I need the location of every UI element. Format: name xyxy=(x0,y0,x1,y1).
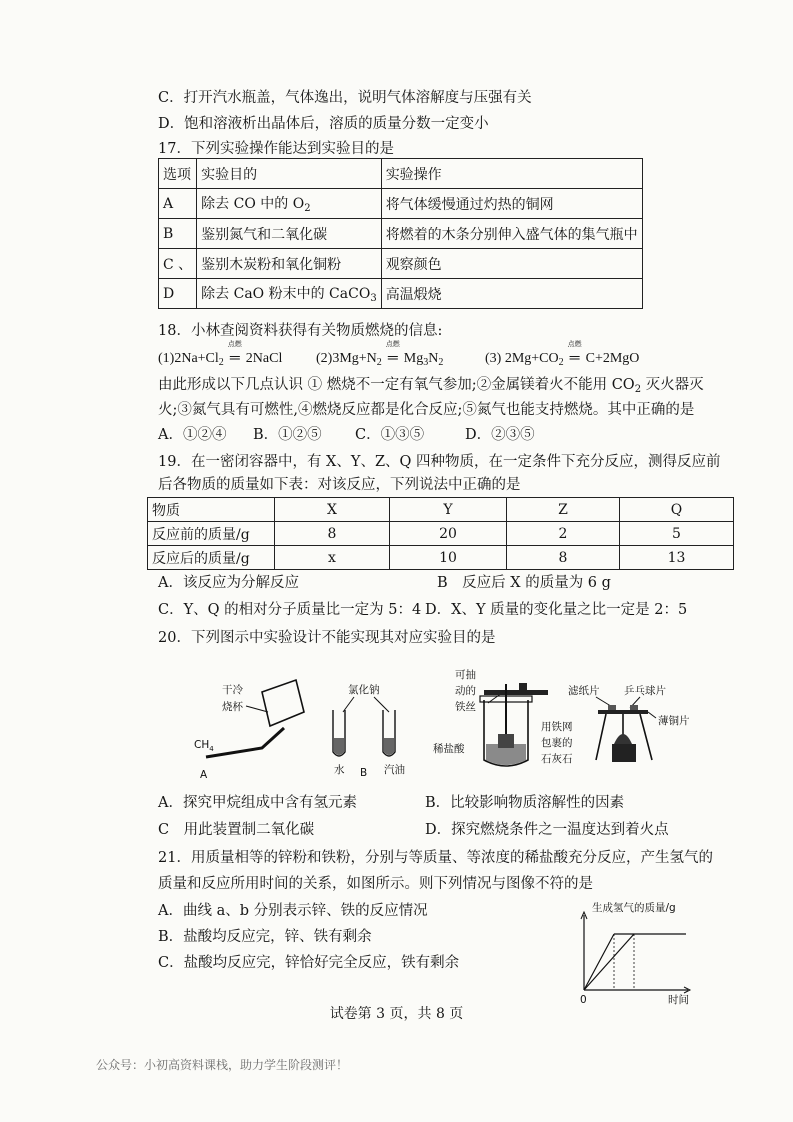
q17-stem: 17．下列实验操作能达到实验目的是 xyxy=(158,141,394,157)
q21-stem-line-1: 21．用质量相等的锌粉和铁粉，分别与等质量、等浓度的稀盐酸充分反应，产生氢气的 xyxy=(158,850,713,866)
rod-clip xyxy=(519,683,527,691)
graph-y-label: 生成氢气的质量/g xyxy=(592,902,676,914)
figure-a-letter: A xyxy=(200,769,208,781)
q17-table-cell: A xyxy=(159,189,197,219)
figure-b-top-label: 氯化钠 xyxy=(348,684,380,696)
q17-table-cell: D xyxy=(159,279,197,309)
figure-d-leader-3 xyxy=(648,712,656,718)
q18-eq-2-right-sub: 3 xyxy=(423,357,429,368)
q17-table-header: 实验目的 xyxy=(197,159,382,189)
q21-option-a: A．曲线 a、b 分别表示锌、铁的反应情况 xyxy=(158,903,428,919)
q18-eq-3-condition: 点燃 xyxy=(567,340,582,348)
graph-x-label: 时间 xyxy=(668,994,689,1006)
q19-option-d: D．X、Y 质量的变化量之比一定是 2：5 xyxy=(425,602,688,618)
paper-piece xyxy=(608,705,616,710)
q21-stem-line-2: 质量和反应所用时间的关系，如图所示。则下列情况与图像不符的是 xyxy=(158,876,593,892)
beaker-shape xyxy=(262,680,304,726)
q17-cell-text: 除去 CaO 粉末中的 CaCO xyxy=(201,286,371,302)
q19-table-header: Y xyxy=(390,498,507,522)
q17-table-cell: 鉴别氮气和二氧化碳 xyxy=(197,219,382,249)
copper-plate xyxy=(598,710,648,714)
q19-option-c: C．Y、Q 的相对分子质量比一定为 5：4 xyxy=(158,602,422,618)
q19-table-header: 物质 xyxy=(148,498,275,522)
burner-flame xyxy=(614,734,632,744)
q18-eq-1-left: 2Na+Cl xyxy=(174,351,219,366)
q17-table-cell: 高温煅烧 xyxy=(381,279,642,309)
figure-a-methane-beaker xyxy=(194,680,304,781)
q21-option-c: C．盐酸均反应完，锌恰好完全反应，铁有剩余 xyxy=(158,955,460,971)
graph-origin: 0 xyxy=(580,994,587,1006)
q18-eq-1-condition: 点燃 xyxy=(227,340,242,348)
q17-subscript: 2 xyxy=(304,203,311,214)
q18-stem: 18．小林查阅资料获得有关物质燃烧的信息: xyxy=(158,323,443,339)
q17-table-cell: B xyxy=(159,219,197,249)
gas-tube xyxy=(206,728,284,757)
q20-stem: 20．下列图示中实验设计不能实现其对应实验目的是 xyxy=(158,630,496,646)
q21-graph xyxy=(580,901,690,1006)
q21-option-b: B．盐酸均反应完，锌、铁有剩余 xyxy=(158,929,372,945)
burner-block xyxy=(612,744,636,762)
q18-line-1-text: 由此形成以下几点认识 ① 燃烧不一定有氧气参加;②金属镁着火不能用 CO xyxy=(158,377,635,393)
q19-table-cell: x xyxy=(275,546,390,570)
figure-a-label-1: 干冷 xyxy=(222,684,243,696)
q19-table-cell: 反应后的质量/g xyxy=(148,546,275,570)
q17-table-cell: 将气体缓慢通过灼热的铜网 xyxy=(381,189,642,219)
q18-eq-3-number: (3) xyxy=(485,351,502,366)
q19-table-header: Q xyxy=(620,498,734,522)
q20-option-a: A．探究甲烷组成中含有氢元素 xyxy=(158,795,357,811)
q18-eq-2-right2: N xyxy=(428,351,439,366)
figure-c-acid-label: 稀盐酸 xyxy=(433,743,465,755)
q17-table-header: 实验操作 xyxy=(381,159,642,189)
figure-c-right-1: 用铁网 xyxy=(541,721,573,733)
test-tube-left-liquid xyxy=(334,738,344,755)
figure-b-left-label: 水 xyxy=(334,764,345,776)
q18-eq-2-left-sub: 2 xyxy=(376,357,382,368)
q19-table-cell: 10 xyxy=(390,546,507,570)
q19-table-cell: 20 xyxy=(390,522,507,546)
figure-b-letter: B xyxy=(360,767,368,779)
ball-piece xyxy=(630,705,638,710)
page-footer: 试卷第 3 页，共 8 页 xyxy=(329,1006,464,1022)
q18-eq-1-number: (1) xyxy=(158,351,175,366)
q18-option-d: D．②③⑤ xyxy=(465,427,535,443)
q16-option-d: D．饱和溶液析出晶体后，溶质的质量分数一定变小 xyxy=(158,116,489,132)
q19-table-cell: 13 xyxy=(620,546,734,570)
test-tube-right-liquid xyxy=(384,738,394,755)
q16-option-c: C．打开汽水瓶盖，气体逸出，说明气体溶解度与压强有关 xyxy=(158,90,532,106)
q19-table-cell: 5 xyxy=(620,522,734,546)
figure-c-label-2: 动的 xyxy=(455,685,476,697)
q19-table-header: Z xyxy=(507,498,620,522)
figure-a-gas-sub: 4 xyxy=(209,745,214,753)
q19-table-cell: 反应前的质量/g xyxy=(148,522,275,546)
q19-option-a: A．该反应为分解反应 xyxy=(158,575,299,591)
figure-d-ball-label: 乒乓球片 xyxy=(624,685,666,697)
figure-b-leader-right xyxy=(374,697,389,712)
q20-option-d: D．探究燃烧条件之一温度达到着火点 xyxy=(425,822,669,838)
watermark-text: 公众号：小初高资料课栈，助力学生阶段测评！ xyxy=(96,1058,349,1072)
q18-eq-2-arrow: 点燃 ═ xyxy=(382,349,404,369)
q18-option-b: B．①②⑤ xyxy=(253,427,322,443)
q17-table-cell: 鉴别木炭粉和氧化铜粉 xyxy=(197,249,382,279)
figure-a-label-2: 烧杯 xyxy=(222,701,243,713)
q19-table-cell: 2 xyxy=(507,522,620,546)
q19-table-header: X xyxy=(275,498,390,522)
q17-subscript: 3 xyxy=(370,293,377,304)
q18-line-1-sub: 2 xyxy=(634,384,642,395)
q18-eq-1-left-sub: 2 xyxy=(218,357,224,368)
figure-d-combustion xyxy=(568,684,690,762)
q18-eq-3-arrow: 点燃 ═ xyxy=(564,349,586,369)
q18-eq-2-left: 3Mg+N xyxy=(332,351,377,366)
limestone-mesh xyxy=(498,734,514,748)
figure-c-right-3: 石灰石 xyxy=(541,753,573,765)
q19-stem-line-1: 19．在一密闭容器中，有 X、Y、Z、Q 四种物质，在一定条件下充分反应，测得反应前 xyxy=(158,454,721,470)
figure-c-right-2: 包裹的 xyxy=(541,737,573,749)
q18-eq-2-right2-sub: 2 xyxy=(438,357,444,368)
q19-stem-line-2: 后各物质的质量如下表：对该反应，下列说法中正确的是 xyxy=(158,477,521,493)
figure-c-label-3: 铁丝 xyxy=(455,701,476,713)
q19-table-cell: 8 xyxy=(507,546,620,570)
q17-table-cell: C 、 xyxy=(159,249,197,279)
q19-option-b: B 反应后 X 的质量为 6 g xyxy=(437,575,611,591)
q20-option-c: C 用此装置制二氧化碳 xyxy=(158,822,315,838)
q18-line-1-tail: 灭火器灭 xyxy=(641,377,704,393)
sliding-rod-holder xyxy=(484,690,548,695)
q18-eq-2-condition: 点燃 xyxy=(385,340,400,348)
q18-option-a: A．①②④ xyxy=(158,427,227,443)
q18-eq-3-left: 2Mg+CO xyxy=(504,351,559,366)
figure-d-copper-label: 薄铜片 xyxy=(658,715,690,727)
q17-cell-text: 除去 CO 中的 O xyxy=(201,196,305,212)
q18-eq-2-right: Mg xyxy=(403,351,424,366)
q18-eq-2-number: (2) xyxy=(316,351,333,366)
q18-eq-3-left-sub: 2 xyxy=(558,357,564,368)
figure-b-leader-left xyxy=(343,697,354,712)
q18-eq-1-right: 2NaCl xyxy=(245,351,283,366)
q18-line-2: 火;③氮气具有可燃性,④燃烧反应都是化合反应;⑤氮气也能支持燃烧。其中正确的是 xyxy=(158,402,695,418)
figure-d-paper-label: 滤纸片 xyxy=(568,685,600,697)
figure-c-label-1: 可抽 xyxy=(455,669,476,681)
q20-option-b: B．比较影响物质溶解性的因素 xyxy=(425,795,625,811)
figure-a-gas-text: CH xyxy=(194,739,210,751)
q19-table-cell: 8 xyxy=(275,522,390,546)
figure-b-right-label: 汽油 xyxy=(384,764,405,776)
q18-option-c: C．①③⑤ xyxy=(355,427,425,443)
q17-table-cell: 观察颜色 xyxy=(381,249,642,279)
q18-eq-3-right: C+2MgO xyxy=(585,351,640,366)
figure-b-solubility xyxy=(333,683,405,779)
figure-c-co2-apparatus xyxy=(433,668,573,766)
q17-table-cell: 将燃着的木条分别伸入盛气体的集气瓶中 xyxy=(381,219,642,249)
figure-a-gas xyxy=(194,739,214,753)
q18-eq-1-arrow: 点燃 ═ xyxy=(224,349,246,369)
q17-table-header: 选项 xyxy=(159,159,197,189)
